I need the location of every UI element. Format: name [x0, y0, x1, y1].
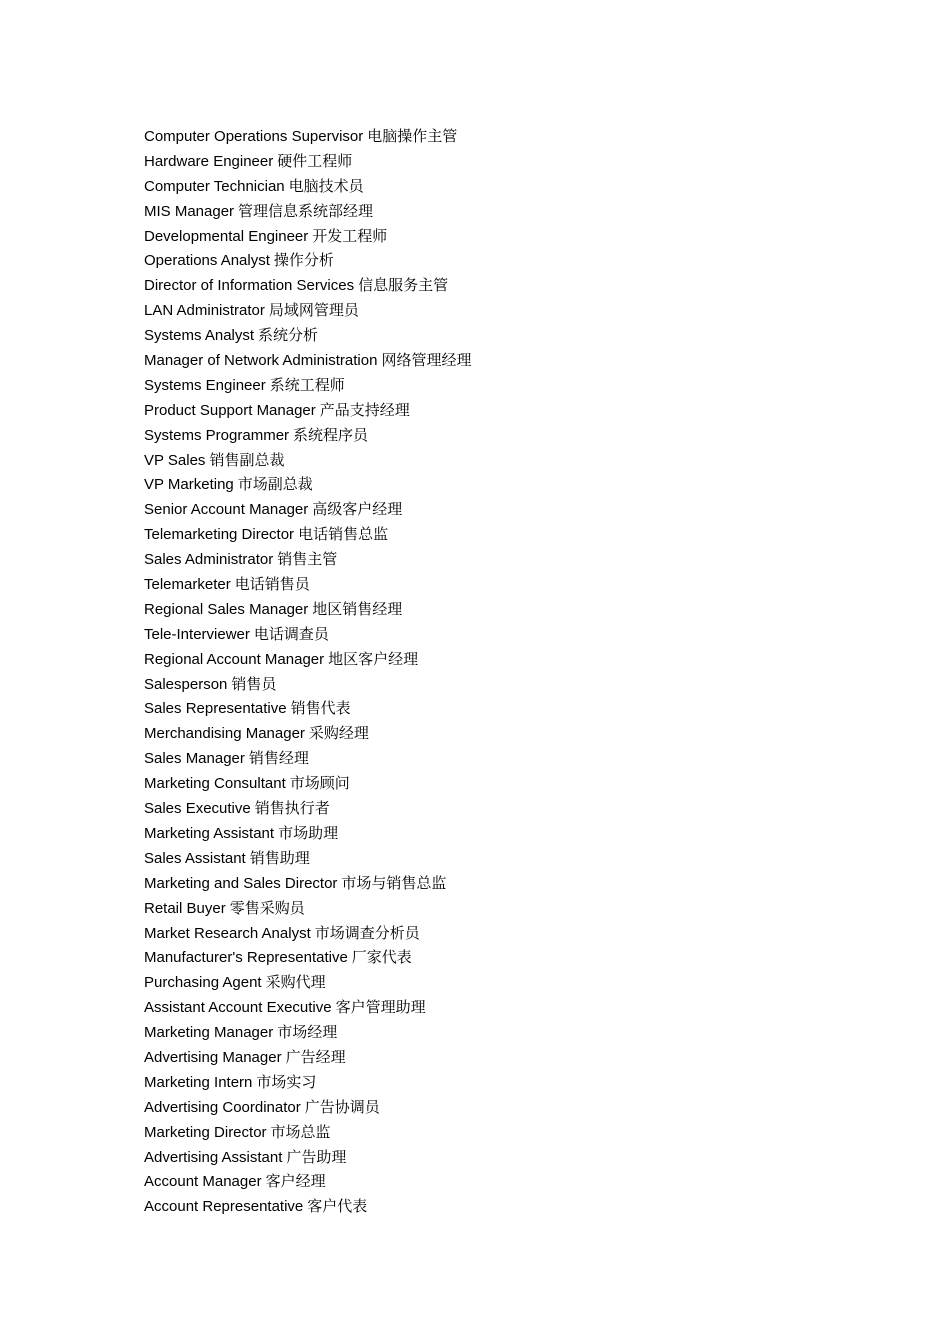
term-chinese: 广告经理	[285, 1047, 346, 1066]
list-item	[144, 497, 471, 522]
list-item	[144, 124, 471, 149]
list-item	[144, 821, 471, 846]
term-english: LAN Administrator	[144, 302, 265, 320]
term-chinese: 系统工程师	[269, 375, 345, 394]
term-english: Tele-Interviewer	[144, 625, 250, 643]
term-chinese: 系统程序员	[293, 425, 369, 444]
term-chinese: 客户经理	[265, 1172, 326, 1191]
term-english: Advertising Assistant	[144, 1148, 283, 1166]
list-item	[144, 174, 471, 199]
term-chinese: 产品支持经理	[319, 400, 410, 419]
list-item	[144, 522, 471, 547]
term-chinese: 高级客户经理	[312, 500, 403, 519]
list-item	[144, 622, 471, 647]
term-chinese: 客户管理助理	[335, 998, 426, 1017]
term-english: Director of Information Services	[144, 277, 355, 295]
term-english: Telemarketing Director	[144, 526, 295, 544]
term-chinese: 局域网管理员	[268, 301, 359, 320]
term-english: Market Research Analyst	[144, 924, 311, 942]
list-item	[144, 921, 471, 946]
term-chinese: 市场副总裁	[237, 475, 313, 494]
term-chinese: 市场实习	[256, 1072, 317, 1091]
list-item	[144, 248, 471, 273]
list-item	[144, 1120, 471, 1145]
term-english: Regional Account Manager	[144, 650, 325, 668]
term-english: Developmental Engineer	[144, 227, 309, 245]
term-english: Computer Operations Supervisor	[144, 128, 364, 145]
term-english: Sales Administrator	[144, 551, 274, 569]
job-title-glossary	[144, 124, 471, 1219]
list-item	[144, 672, 471, 697]
term-chinese: 采购经理	[308, 724, 369, 743]
list-item	[144, 871, 471, 896]
term-english: Sales Assistant	[144, 849, 246, 867]
term-chinese: 销售执行者	[254, 799, 330, 818]
term-english: Marketing and Sales Director	[144, 874, 338, 892]
list-item	[144, 398, 471, 423]
term-chinese: 电话调查员	[253, 624, 329, 643]
list-item	[144, 796, 471, 821]
term-english: Account Representative	[144, 1198, 304, 1216]
term-english: Manufacturer's Representative	[144, 949, 348, 967]
list-item	[144, 323, 471, 348]
list-item	[144, 896, 471, 921]
term-chinese: 电话销售员	[234, 575, 310, 594]
list-item	[144, 721, 471, 746]
term-chinese: 零售采购员	[229, 898, 305, 917]
term-chinese: 市场经理	[277, 1023, 338, 1042]
term-english: Computer Technician	[144, 177, 285, 195]
term-chinese: 地区客户经理	[328, 649, 419, 668]
term-english: Sales Representative	[144, 700, 287, 718]
term-chinese: 销售员	[231, 674, 277, 693]
term-english: Retail Buyer	[144, 899, 226, 917]
term-chinese: 电脑操作主管	[367, 127, 458, 145]
term-chinese: 广告助理	[286, 1147, 347, 1166]
list-item	[144, 995, 471, 1020]
term-chinese: 市场顾问	[289, 774, 350, 793]
term-english: Operations Analyst	[144, 252, 270, 270]
term-english: Marketing Director	[144, 1123, 267, 1141]
term-english: Systems Analyst	[144, 327, 255, 345]
term-chinese: 电话销售总监	[298, 525, 389, 544]
list-item	[144, 348, 471, 373]
term-english: Advertising Manager	[144, 1048, 282, 1066]
term-chinese: 市场与销售总监	[341, 873, 447, 892]
list-item	[144, 1070, 471, 1095]
term-chinese: 销售代表	[290, 699, 351, 718]
term-english: Senior Account Manager	[144, 501, 309, 519]
list-item	[144, 298, 471, 323]
term-english: Account Manager	[144, 1173, 262, 1191]
list-item	[144, 149, 471, 174]
list-item	[144, 547, 471, 572]
term-english: Regional Sales Manager	[144, 600, 309, 618]
term-english: Purchasing Agent	[144, 974, 262, 992]
term-english: Salesperson	[144, 675, 228, 693]
term-english: Product Support Manager	[144, 401, 316, 419]
list-item	[144, 1020, 471, 1045]
list-item	[144, 199, 471, 224]
list-item	[144, 945, 471, 970]
term-english: Marketing Consultant	[144, 775, 286, 793]
list-item	[144, 1169, 471, 1194]
term-english: VP Sales	[144, 451, 206, 469]
term-chinese: 市场助理	[278, 823, 339, 842]
list-item	[144, 1194, 471, 1219]
list-item	[144, 423, 471, 448]
term-chinese: 操作分析	[273, 251, 334, 270]
list-item	[144, 846, 471, 871]
term-english: Merchandising Manager	[144, 725, 305, 743]
list-item	[144, 771, 471, 796]
term-english: Marketing Manager	[144, 1024, 274, 1042]
term-english: Sales Manager	[144, 750, 245, 768]
list-item	[144, 1145, 471, 1170]
term-chinese: 系统分析	[258, 326, 319, 345]
term-english: Marketing Assistant	[144, 824, 275, 842]
list-item	[144, 746, 471, 771]
term-chinese: 电脑技术员	[288, 176, 364, 195]
term-chinese: 销售副总裁	[209, 450, 285, 469]
term-chinese: 地区销售经理	[312, 599, 403, 618]
term-english: Systems Programmer	[144, 426, 290, 444]
term-english: Sales Executive	[144, 800, 251, 818]
list-item	[144, 647, 471, 672]
list-item	[144, 970, 471, 995]
list-item	[144, 1095, 471, 1120]
term-chinese: 硬件工程师	[277, 151, 353, 170]
term-english: Marketing Intern	[144, 1073, 253, 1091]
list-item	[144, 273, 471, 298]
term-chinese: 市场调查分析员	[314, 923, 420, 942]
list-item	[144, 696, 471, 721]
term-chinese: 网络管理经理	[381, 351, 472, 370]
list-item	[144, 1045, 471, 1070]
term-chinese: 客户代表	[307, 1197, 368, 1216]
term-english: Hardware Engineer	[144, 152, 274, 170]
term-chinese: 销售经理	[248, 749, 309, 768]
list-item	[144, 373, 471, 398]
term-english: Manager of Network Administration	[144, 352, 378, 370]
term-english: VP Marketing	[144, 476, 234, 494]
term-chinese: 信息服务主管	[358, 276, 449, 295]
term-chinese: 厂家代表	[351, 948, 412, 967]
term-chinese: 销售主管	[277, 550, 338, 569]
list-item	[144, 448, 471, 473]
term-chinese: 销售助理	[249, 848, 310, 867]
term-english: Systems Engineer	[144, 376, 266, 394]
term-chinese: 市场总监	[270, 1122, 331, 1141]
term-english: MIS Manager	[144, 202, 235, 220]
term-chinese: 广告协调员	[304, 1097, 380, 1116]
list-item	[144, 224, 471, 249]
list-item	[144, 597, 471, 622]
term-chinese: 采购代理	[265, 973, 326, 992]
term-chinese: 开发工程师	[312, 226, 388, 245]
term-english: Assistant Account Executive	[144, 999, 332, 1017]
term-english: Advertising Coordinator	[144, 1098, 301, 1116]
list-item	[144, 572, 471, 597]
term-english: Telemarketer	[144, 576, 231, 594]
list-item	[144, 472, 471, 497]
term-chinese: 管理信息系统部经理	[238, 201, 374, 220]
